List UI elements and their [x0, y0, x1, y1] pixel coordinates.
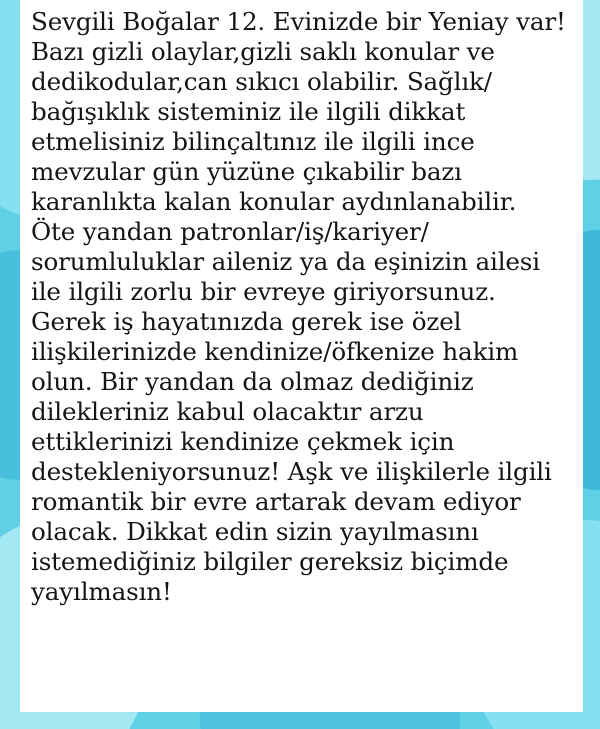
text-line: romantik bir evre artarak devam ediyor	[31, 487, 521, 516]
text-line: Sevgili Boğalar 12. Evinizde bir Yeniay var!	[31, 7, 566, 36]
text-line: Gerek iş hayatınızda gerek ise özel	[31, 307, 462, 336]
text-line: olacak. Dikkat edin sizin yayılmasını	[31, 517, 479, 546]
text-line: olun. Bir yandan da olmaz dediğiniz	[31, 367, 474, 396]
text-line: ilişkilerinizde kendinize/öfkenize hakim	[31, 337, 519, 366]
text-line: sorumluluklar aileniz ya da eşinizin ailesi	[31, 247, 540, 276]
text-line: yayılmasın!	[31, 577, 172, 606]
text-line: dedikodular,can sıkıcı olabilir. Sağlık/	[31, 67, 492, 96]
text-line: karanlıkta kalan konular aydınlanabilir.	[31, 187, 517, 216]
text-line: Bazı gizli olaylar,gizli saklı konular ve	[31, 37, 495, 66]
text-card	[20, 0, 583, 712]
horoscope-text	[31, 7, 575, 607]
text-line: ile ilgili zorlu bir evreye giriyorsunuz.	[31, 277, 496, 306]
text-line: etmelisiniz bilinçaltınız ile ilgili ince	[31, 127, 475, 156]
text-line: istemediğiniz bilgiler gereksiz biçimde	[31, 547, 509, 576]
text-line: ettiklerinizi kendinize çekmek için	[31, 427, 455, 456]
text-line: bağışıklık sisteminiz ile ilgili dikkat	[31, 97, 466, 126]
text-line: dilekleriniz kabul olacaktır arzu	[31, 397, 424, 426]
text-line: mevzular gün yüzüne çıkabilir bazı	[31, 157, 462, 186]
text-line: destekleniyorsunuz! Aşk ve ilişkilerle ilgili	[31, 457, 552, 486]
text-line: Öte yandan patronlar/iş/kariyer/	[31, 217, 429, 246]
